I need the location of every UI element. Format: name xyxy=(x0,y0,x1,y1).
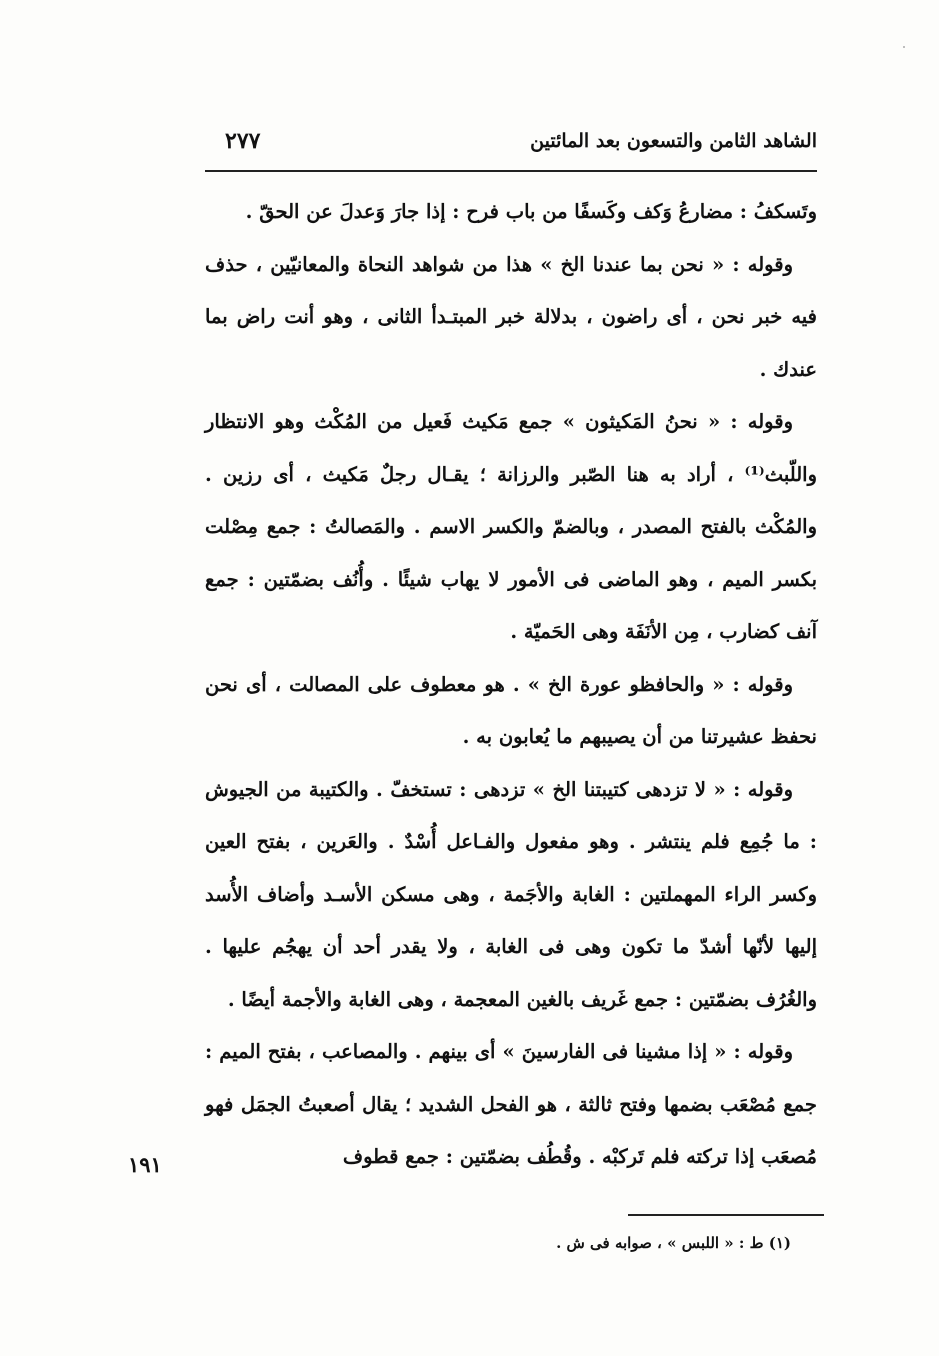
paragraph-1: وتَسكفُ : مضارعُ وَكف وكَسفًا من باب فرح : إذا جارَ وَعدلَ عن الحقّ . xyxy=(245,200,817,223)
running-header-title: الشاهد الثامن والتسعون بعد المائتين xyxy=(530,130,817,152)
footnote-rule xyxy=(628,1214,824,1216)
paragraph-2: وقوله : « نحن بما عندنا الخ » هذا من شواهد النحاة والمعانيّين ، حذف فيه خبر نحن ، أى راضون ، بدلالة خبر المبتـدأ الثانى ، وهو أنت راض بما عندك . xyxy=(205,252,817,381)
running-header xyxy=(205,128,817,162)
paragraph-6: وقوله : « إذا مشينا فى الفارسينَ » أى بينهم . والمصاعب ، بفتح الميم : جمع مُصْعَب بضمها وفتح ثالثة ، هو الفحل الشديد ؛ يقال أصعبتُ الجمَل فهو مُصعَب إذا تركته فلم تَركبْه . وقُطُف بضمّتين : جمع قطوف xyxy=(205,1040,817,1168)
paragraph-3: وقوله : « نحنُ المَكيثون » جمع مَكيث فَعيل من المُكْث وهو الانتظار واللّبث⁽¹⁾ ، أراد به هنا الصّبر والرزانة ؛ يقـال رجلٌ مَكيث ، أى رزين . والمُكْث بالفتح المصدر ، وبالضمّ والكسر الاسم . والمَصالتُ : جمع مِصْلت بكسر الميم ، وهو الماضى فى الأمور لا يهاب شيئًا . وأُنُف بضمّتين : جمع آنف كضارب ، مِن الأنَفَة وهى الحَميّة . xyxy=(205,410,817,643)
paragraph-4: وقوله : « والحافظو عورة الخ » . هو معطوف على المصالت ، أى نحن نحفظ عشيرتنا من أن يصيبهم ما يُعابون به . xyxy=(205,672,817,748)
main-text xyxy=(205,186,817,1184)
paragraph-5: وقوله : « لا تزدهى كتيبتنا الخ » تزدهى : تستخفّ . والكتيبة من الجيوش : ما جُمِع فلم ينتشر . وهو مفعول والفـاعل أُسْدٌ . والعَرين ، بفتح العين وكسر الراء المهملتين : الغابة والأجَمة ، وهى مسكن الأسـد وأضاف الأُسد إليها لأنّها أشدّ ما تكون وهى فى الغابة ، ولا يقدر أحد أن يهجُم عليها . والغُرُف بضمّتين : جمع غَريف بالغين المعجمة ، وهى الغابة والأجمة أيضًا . xyxy=(205,777,817,1011)
header-rule xyxy=(205,170,817,172)
page-number: ٢٧٧ xyxy=(225,128,261,154)
footnote: (١) ط : « اللبس » ، صوابه فى ش . xyxy=(556,1234,791,1252)
margin-verse-number: ١٩١ xyxy=(128,1152,162,1177)
paper-speck xyxy=(903,46,905,48)
